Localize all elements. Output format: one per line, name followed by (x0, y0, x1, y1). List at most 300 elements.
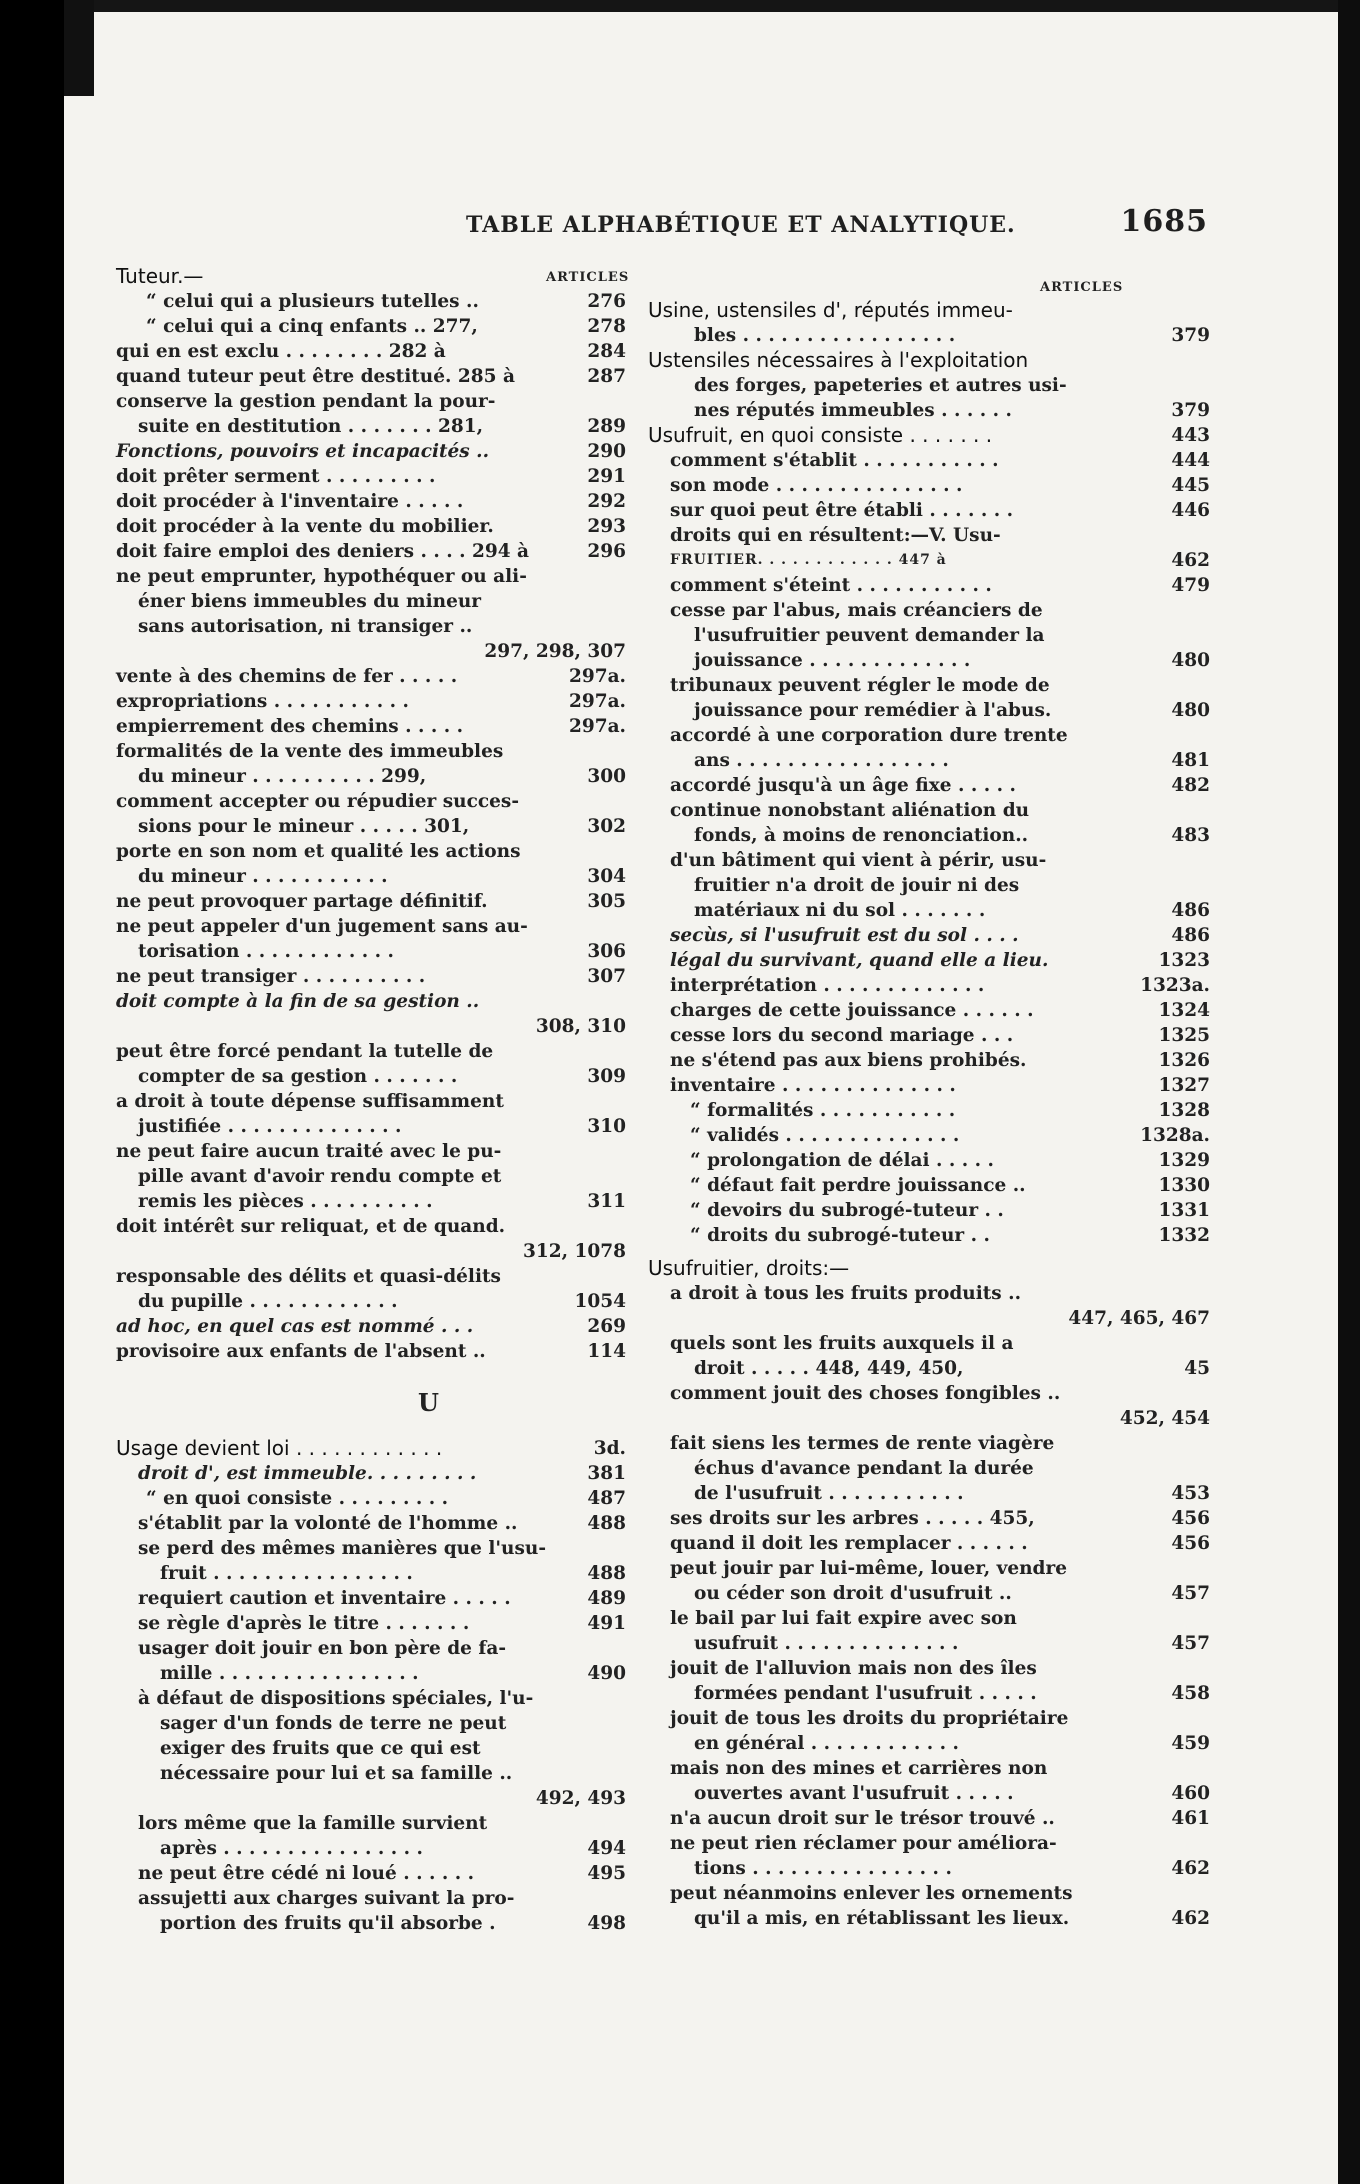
entry-text: continue nonobstant aliénation du (670, 800, 1030, 821)
index-entry (116, 539, 626, 564)
article-reference: 311 (587, 1191, 626, 1212)
article-reference: 462 (1171, 1858, 1210, 1879)
article-reference: 278 (587, 316, 626, 337)
index-entry (116, 1214, 626, 1239)
entry-text: mais non des mines et carrières non (670, 1758, 1048, 1779)
article-reference: 305 (587, 891, 626, 912)
index-entry (116, 339, 626, 364)
entry-heading: Usine, ustensiles d', réputés immeu- (648, 298, 1013, 322)
entry-text: “ validés . . . . . . . . . . . . . . (690, 1125, 960, 1146)
entry-text: torisation . . . . . . . . . . . . (138, 941, 395, 962)
article-reference: 291 (587, 466, 626, 487)
index-entry (648, 1806, 1210, 1831)
entry-text: compter de sa gestion . . . . . . . (138, 1066, 458, 1087)
entry-text: sans autorisation, ni transiger .. (138, 616, 473, 637)
article-reference: 45 (1184, 1358, 1210, 1379)
index-entry (648, 298, 1210, 323)
articles-label-right: ARTICLES (1040, 280, 1124, 295)
index-entry (648, 1506, 1210, 1531)
entry-text: accordé jusqu'à un âge fixe . . . . . (670, 775, 1016, 796)
entry-text: s'établit par la volonté de l'homme .. (138, 1513, 518, 1534)
entry-text: interprétation . . . . . . . . . . . . . (670, 975, 985, 996)
index-entry (116, 1239, 626, 1264)
entry-text: doit faire emploi des deniers . . . . 294 à (116, 541, 530, 562)
article-reference: 296 (587, 541, 626, 562)
entry-text: “ formalités . . . . . . . . . . . (690, 1100, 956, 1121)
entry-text: “ droits du subrogé-tuteur . . (690, 1225, 990, 1246)
entry-text: qu'il a mis, en rétablissant les lieux. (694, 1908, 1070, 1929)
entry-text: Fonctions, pouvoirs et incapacités .. (116, 441, 490, 462)
entry-text: ne peut être cédé ni loué . . . . . . (138, 1863, 475, 1884)
index-entry (648, 723, 1210, 748)
entry-text: peut jouir par lui-même, louer, vendre (670, 1558, 1068, 1579)
article-reference: 488 (587, 1563, 626, 1584)
entry-text: peut néanmoins enlever les ornements (670, 1883, 1073, 1904)
entry-text: pille avant d'avoir rendu compte et (138, 1166, 502, 1187)
entry-text: cesse par l'abus, mais créanciers de (670, 600, 1043, 621)
index-entry (648, 523, 1210, 548)
entry-text: le bail par lui fait expire avec son (670, 1608, 1017, 1629)
index-entry (116, 1461, 626, 1486)
article-reference: 297a. (568, 691, 626, 712)
index-entry (116, 1886, 626, 1911)
index-entry (648, 823, 1210, 848)
entry-text: d'un bâtiment qui vient à périr, usu- (670, 850, 1047, 871)
entry-text: vente à des chemins de fer . . . . . (116, 666, 458, 687)
article-reference: 457 (1171, 1583, 1210, 1604)
index-entry (116, 864, 626, 889)
entry-text: doit prêter serment . . . . . . . . . (116, 466, 436, 487)
index-entry (116, 839, 626, 864)
article-reference: 479 (1171, 575, 1210, 596)
index-entry (648, 1456, 1210, 1481)
index-entry (116, 1339, 626, 1364)
article-reference: 489 (587, 1588, 626, 1609)
entry-text: remis les pièces . . . . . . . . . . (138, 1191, 433, 1212)
entry-text: qui en est exclu . . . . . . . . 282 à (116, 341, 446, 362)
index-entry (648, 1256, 1210, 1281)
index-entry (116, 1436, 626, 1461)
index-entry (648, 623, 1210, 648)
entry-text: justifiée . . . . . . . . . . . . . . (138, 1116, 402, 1137)
index-entry (648, 848, 1210, 873)
index-entry (116, 1536, 626, 1561)
index-entry (648, 1706, 1210, 1731)
article-reference: 310 (587, 1116, 626, 1137)
index-entry (648, 648, 1210, 673)
index-entry (116, 364, 626, 389)
index-entry (648, 1331, 1210, 1356)
index-entry (648, 948, 1210, 973)
index-entry (648, 1023, 1210, 1048)
index-entry (116, 1189, 626, 1214)
entry-text: se perd des mêmes manières que l'usu- (138, 1538, 547, 1559)
entry-text: portion des fruits qu'il absorbe . (160, 1913, 496, 1934)
entry-text: ne peut provoquer partage définitif. (116, 891, 488, 912)
entry-text: requiert caution et inventaire . . . . . (138, 1588, 511, 1609)
entry-text: légal du survivant, quand elle a lieu. (670, 950, 1049, 971)
entry-heading: Usufruit, en quoi consiste . . . . . . . (648, 423, 993, 447)
entry-text: empierrement des chemins . . . . . (116, 716, 464, 737)
index-entry (116, 639, 626, 664)
index-entry (116, 1586, 626, 1611)
index-entry (648, 1731, 1210, 1756)
index-entry (648, 548, 1210, 573)
article-reference: 487 (587, 1488, 626, 1509)
article-reference: 456 (1171, 1533, 1210, 1554)
index-entry (648, 323, 1210, 348)
index-entry (116, 1711, 626, 1736)
article-reference: 297a. (568, 716, 626, 737)
article-reference: 1325 (1158, 1025, 1210, 1046)
article-reference: 481 (1171, 750, 1210, 771)
index-entry (648, 398, 1210, 423)
index-entry (648, 698, 1210, 723)
article-reference: 482 (1171, 775, 1210, 796)
index-entry (648, 1306, 1210, 1331)
index-entry (648, 673, 1210, 698)
article-reference: 381 (587, 1463, 626, 1484)
entry-text: se règle d'après le titre . . . . . . . (138, 1613, 470, 1634)
index-entry (648, 1098, 1210, 1123)
index-entry (116, 889, 626, 914)
entry-text: ne peut emprunter, hypothéquer ou ali- (116, 566, 527, 587)
article-reference: 290 (587, 441, 626, 462)
entry-text: éner biens immeubles du mineur (138, 591, 482, 612)
entry-text: responsable des délits et quasi-délits (116, 1266, 501, 1287)
index-entry (648, 998, 1210, 1023)
entry-text: ouvertes avant l'usufruit . . . . . (694, 1783, 1014, 1804)
entry-text: “ devoirs du subrogé-tuteur . . (690, 1200, 1004, 1221)
entry-text: en général . . . . . . . . . . . . (694, 1733, 959, 1754)
index-entry (116, 464, 626, 489)
article-reference: 304 (587, 866, 626, 887)
index-entry (648, 798, 1210, 823)
article-reference: 490 (587, 1663, 626, 1684)
index-entry (116, 1811, 626, 1836)
article-reference: 459 (1171, 1733, 1210, 1754)
entry-text: comment s'éteint . . . . . . . . . . . (670, 575, 992, 596)
article-reference: 452, 454 (1119, 1408, 1210, 1429)
article-reference: 1323 (1158, 950, 1210, 971)
index-entry (116, 1014, 626, 1039)
entry-text: ses droits sur les arbres . . . . . 455, (670, 1508, 1035, 1529)
article-reference: 1327 (1158, 1075, 1210, 1096)
entry-text: charges de cette jouissance . . . . . . (670, 1000, 1034, 1021)
article-reference: 461 (1171, 1808, 1210, 1829)
article-reference: 446 (1171, 500, 1210, 521)
entry-text: comment jouit des choses fongibles .. (670, 1383, 1061, 1404)
article-reference: 297a. (568, 666, 626, 687)
article-reference: 379 (1171, 325, 1210, 346)
index-entry (648, 573, 1210, 598)
index-entry (648, 1906, 1210, 1931)
article-reference: 495 (587, 1863, 626, 1884)
entry-text: doit procéder à l'inventaire . . . . . (116, 491, 464, 512)
article-reference: 492, 493 (535, 1788, 626, 1809)
entry-text: comment accepter ou répudier succes- (116, 791, 519, 812)
entry-text: des forges, papeteries et autres usi- (694, 375, 1067, 396)
index-entry (116, 289, 626, 314)
entry-text: l'usufruitier peuvent demander la (694, 625, 1045, 646)
index-entry (116, 1511, 626, 1536)
article-reference: 1331 (1158, 1200, 1210, 1221)
entry-text: tions . . . . . . . . . . . . . . . . (694, 1858, 952, 1879)
index-entry (116, 1064, 626, 1089)
index-entry (648, 473, 1210, 498)
index-entry (648, 1606, 1210, 1631)
article-reference: 488 (587, 1513, 626, 1534)
page (64, 0, 1360, 2184)
index-entry (116, 664, 626, 689)
index-entry (116, 439, 626, 464)
entry-text: nécessaire pour lui et sa famille .. (160, 1763, 513, 1784)
index-entry (116, 739, 626, 764)
article-reference: 1330 (1158, 1175, 1210, 1196)
article-reference: 445 (1171, 475, 1210, 496)
article-reference: 287 (587, 366, 626, 387)
index-entry (116, 514, 626, 539)
index-entry (648, 898, 1210, 923)
entry-text: quels sont les fruits auxquels il a (670, 1333, 1014, 1354)
index-entry (648, 1148, 1210, 1173)
articles-label-left: ARTICLES (546, 270, 630, 285)
index-entry (648, 1781, 1210, 1806)
entry-text: FRUITIER. . . . . . . . . . . . 447 à (670, 552, 947, 568)
entry-text: suite en destitution . . . . . . . 281, (138, 416, 484, 437)
index-entry (648, 1881, 1210, 1906)
article-reference: 494 (587, 1838, 626, 1859)
entry-text: “ celui qui a cinq enfants .. 277, (146, 316, 478, 337)
entry-text: du mineur . . . . . . . . . . . (138, 866, 388, 887)
scan-corner-shadow (64, 0, 94, 96)
entry-text: nes réputés immeubles . . . . . . (694, 400, 1012, 421)
entry-text: jouit de tous les droits du propriétaire (670, 1708, 1069, 1729)
article-reference: 1054 (574, 1291, 626, 1312)
index-entry (116, 789, 626, 814)
index-entry (116, 1761, 626, 1786)
index-entry (648, 1531, 1210, 1556)
article-reference: 486 (1171, 925, 1210, 946)
index-entry (116, 614, 626, 639)
entry-text: lors même que la famille survient (138, 1813, 488, 1834)
index-entry (116, 1561, 626, 1586)
entry-text: ne peut transiger . . . . . . . . . . (116, 966, 426, 987)
article-reference: 308, 310 (535, 1016, 626, 1037)
entry-text: ne s'étend pas aux biens prohibés. (670, 1050, 1027, 1071)
article-reference: 462 (1171, 550, 1210, 571)
index-entry (116, 814, 626, 839)
entry-text: ne peut faire aucun traité avec le pu- (116, 1141, 502, 1162)
index-entry (648, 1481, 1210, 1506)
article-reference: 458 (1171, 1683, 1210, 1704)
entry-text: ans . . . . . . . . . . . . . . . . . (694, 750, 949, 771)
entry-text: échus d'avance pendant la durée (694, 1458, 1034, 1479)
article-reference: 312, 1078 (523, 1241, 626, 1262)
index-entry (648, 1856, 1210, 1881)
index-entry (648, 1223, 1210, 1248)
entry-text: exiger des fruits que ce qui est (160, 1738, 481, 1759)
entry-text: droits qui en résultent:—V. Usu- (670, 525, 1001, 546)
index-entry (116, 1636, 626, 1661)
entry-text: droit d', est immeuble. . . . . . . . . (138, 1463, 477, 1484)
entry-heading: Usage devient loi . . . . . . . . . . . . (116, 1436, 443, 1460)
index-entry (648, 598, 1210, 623)
entry-text: expropriations . . . . . . . . . . . (116, 691, 409, 712)
entry-text: jouissance . . . . . . . . . . . . . (694, 650, 971, 671)
index-entry (116, 1911, 626, 1936)
index-entry (116, 939, 626, 964)
article-reference: 292 (587, 491, 626, 512)
index-entry (116, 964, 626, 989)
index-entry (648, 748, 1210, 773)
entry-heading: Ustensiles nécessaires à l'exploitation (648, 348, 1029, 372)
article-reference: 379 (1171, 400, 1210, 421)
article-reference: 483 (1171, 825, 1210, 846)
index-entry (648, 373, 1210, 398)
article-reference: 480 (1171, 650, 1210, 671)
entry-text: secùs, si l'usufruit est du sol . . . . (670, 925, 1019, 946)
entry-text: accordé à une corporation dure trente (670, 725, 1068, 746)
entry-text: cesse lors du second mariage . . . (670, 1025, 1014, 1046)
article-reference: 302 (587, 816, 626, 837)
index-entry (648, 498, 1210, 523)
entry-text: ad hoc, en quel cas est nommé . . . (116, 1316, 474, 1337)
index-entry (116, 714, 626, 739)
article-reference: 1328 (1158, 1100, 1210, 1121)
index-entry (648, 1631, 1210, 1656)
index-entry (116, 564, 626, 589)
entry-text: ou céder son droit d'usufruit .. (694, 1583, 1012, 1604)
index-entry (648, 923, 1210, 948)
index-entry (116, 1836, 626, 1861)
entry-text: “ en quoi consiste . . . . . . . . . (146, 1488, 449, 1509)
article-reference: 486 (1171, 900, 1210, 921)
index-entry (116, 1786, 626, 1811)
entry-text: a droit à toute dépense suffisamment (116, 1091, 504, 1112)
index-entry (116, 589, 626, 614)
index-entry (116, 1661, 626, 1686)
entry-text: son mode . . . . . . . . . . . . . . . (670, 475, 963, 496)
article-reference: 480 (1171, 700, 1210, 721)
article-reference: 309 (587, 1066, 626, 1087)
scan-right-edge (1338, 0, 1360, 2184)
index-entry (648, 1656, 1210, 1681)
entry-text: doit compte à la fin de sa gestion .. (116, 991, 480, 1012)
index-entry (116, 414, 626, 439)
index-entry (116, 1164, 626, 1189)
index-entry (648, 1073, 1210, 1098)
entry-text: sur quoi peut être établi . . . . . . . (670, 500, 1014, 521)
entry-text: mille . . . . . . . . . . . . . . . . (160, 1663, 419, 1684)
index-entry (116, 914, 626, 939)
index-entry (648, 1123, 1210, 1148)
index-entry (116, 689, 626, 714)
entry-text: fait siens les termes de rente viagère (670, 1433, 1055, 1454)
index-entry (116, 1289, 626, 1314)
article-reference: 456 (1171, 1508, 1210, 1529)
entry-text: formées pendant l'usufruit . . . . . (694, 1683, 1037, 1704)
article-reference: 1324 (1158, 1000, 1210, 1021)
article-reference: 289 (587, 416, 626, 437)
article-reference: 462 (1171, 1908, 1210, 1929)
index-entry (648, 973, 1210, 998)
index-entry (116, 489, 626, 514)
entry-text: n'a aucun droit sur le trésor trouvé .. (670, 1808, 1055, 1829)
index-entry (116, 1314, 626, 1339)
index-entry (116, 264, 626, 289)
article-reference: 297, 298, 307 (484, 641, 626, 662)
entry-text: assujetti aux charges suivant la pro- (138, 1888, 515, 1909)
entry-text: doit intérêt sur reliquat, et de quand. (116, 1216, 506, 1237)
article-reference: 460 (1171, 1783, 1210, 1804)
article-reference: 1328a. (1140, 1125, 1210, 1146)
entry-text: fonds, à moins de renonciation.. (694, 825, 1029, 846)
index-entry (116, 1686, 626, 1711)
index-entry (648, 1406, 1210, 1431)
index-entry (648, 873, 1210, 898)
index-entry (648, 448, 1210, 473)
index-entry (648, 1556, 1210, 1581)
article-reference: 284 (587, 341, 626, 362)
running-header (398, 204, 1208, 248)
index-entry (116, 1039, 626, 1064)
index-entry (116, 764, 626, 789)
index-entry (116, 1089, 626, 1114)
article-reference: 300 (587, 766, 626, 787)
entry-text: du mineur . . . . . . . . . . 299, (138, 766, 427, 787)
index-entry (648, 773, 1210, 798)
entry-text: après . . . . . . . . . . . . . . . . (160, 1838, 423, 1859)
article-reference: 114 (587, 1341, 626, 1362)
index-entry (116, 1486, 626, 1511)
entry-text: fruitier n'a droit de jouir ni des (694, 875, 1020, 896)
article-reference: 491 (587, 1613, 626, 1634)
entry-text: usager doit jouir en bon père de fa- (138, 1638, 506, 1659)
index-entry (116, 1861, 626, 1886)
entry-text: sions pour le mineur . . . . . 301, (138, 816, 470, 837)
index-entry (648, 1681, 1210, 1706)
entry-text: conserve la gestion pendant la pour- (116, 391, 496, 412)
entry-text: “ celui qui a plusieurs tutelles .. (146, 291, 479, 312)
section-heading-u: U (418, 1388, 439, 1417)
entry-text: jouit de l'alluvion mais non des îles (670, 1658, 1037, 1679)
article-reference: 443 (1171, 425, 1210, 446)
article-reference: 1326 (1158, 1050, 1210, 1071)
entry-text: quand tuteur peut être destitué. 285 à (116, 366, 515, 387)
entry-text: quand il doit les remplacer . . . . . . (670, 1533, 1028, 1554)
article-reference: 444 (1171, 450, 1210, 471)
index-entry (116, 1736, 626, 1761)
entry-text: bles . . . . . . . . . . . . . . . . . (694, 325, 956, 346)
entry-text: du pupille . . . . . . . . . . . . (138, 1291, 398, 1312)
entry-text: “ défaut fait perdre jouissance .. (690, 1175, 1026, 1196)
article-reference: 269 (587, 1316, 626, 1337)
entry-text: à défaut de dispositions spéciales, l'u- (138, 1688, 534, 1709)
page-title: TABLE ALPHABÉTIQUE ET ANALYTIQUE. (466, 212, 1016, 238)
entry-text: usufruit . . . . . . . . . . . . . . (694, 1633, 959, 1654)
index-entry (116, 1264, 626, 1289)
entry-text: a droit à tous les fruits produits .. (670, 1283, 1022, 1304)
page-number: 1685 (1120, 204, 1208, 239)
article-reference: 457 (1171, 1633, 1210, 1654)
entry-text: comment s'établit . . . . . . . . . . . (670, 450, 999, 471)
index-entry (116, 314, 626, 339)
index-entry (648, 1281, 1210, 1306)
index-entry (648, 1048, 1210, 1073)
article-reference: 3d. (593, 1438, 626, 1459)
index-entry (648, 348, 1210, 373)
